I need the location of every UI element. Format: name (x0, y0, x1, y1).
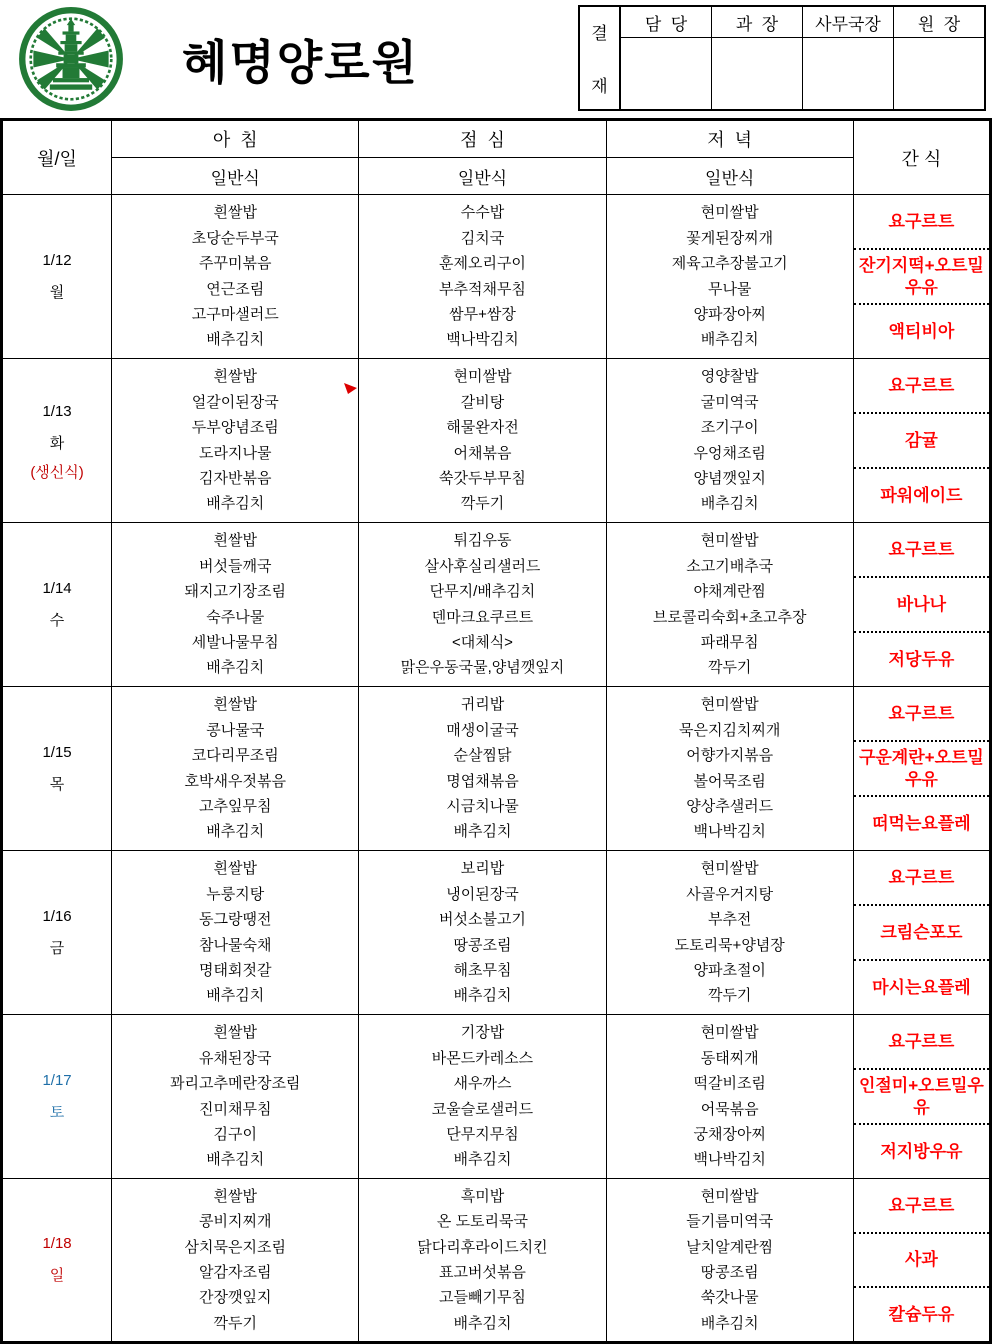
menu-item: <대체식> (451, 633, 513, 651)
menu-item: 귀리밥 (460, 696, 505, 714)
approval-stamp-column (580, 7, 620, 109)
approval-col-label: 과 장 (712, 7, 802, 38)
day-weekday: 수 (49, 611, 65, 629)
snack-cell-inner (854, 359, 989, 522)
breakfast-cell (112, 523, 359, 687)
day-cell (2, 1015, 112, 1179)
menu-item: 김치국 (460, 229, 505, 247)
lunch-cell (359, 851, 606, 1015)
mealtype-lunch: 일반식 (359, 158, 606, 195)
menu-item: 진미채무침 (199, 1100, 272, 1118)
mealtype-dinner: 일반식 (606, 158, 853, 195)
menu-item: 배추김치 (206, 987, 265, 1005)
menu-item: 단무지/배추김치 (429, 583, 536, 601)
menu-item: 맑은우동국물,양념깻잎지 (400, 659, 565, 677)
dinner-cell (606, 687, 853, 851)
lunch-cell (359, 523, 606, 687)
lunch-cell (359, 1179, 606, 1343)
menu-day-row (2, 523, 991, 687)
menu-item: 백나박김치 (693, 1151, 766, 1169)
menu-item: 양파초절이 (693, 961, 766, 979)
menu-item: 흑미밥 (460, 1187, 505, 1205)
menu-item: 돼지고기장조림 (184, 583, 286, 601)
dinner-cell (606, 1179, 853, 1343)
day-date: 1/12 (42, 251, 72, 269)
menu-item: 깍두기 (707, 987, 752, 1005)
approval-signature-area (712, 38, 802, 109)
menu-item: 배추김치 (206, 1151, 265, 1169)
menu-item: 주꾸미볶음 (199, 255, 272, 273)
snack-cell (853, 1015, 990, 1179)
menu-item: 배추김치 (453, 1314, 512, 1332)
menu-item: 양파장아찌 (693, 305, 766, 323)
menu-item: 명엽채볶음 (446, 772, 519, 790)
lunch-cell (359, 195, 606, 359)
menu-item: 얼갈이된장국 (191, 393, 279, 411)
menu-item: 시금치나물 (446, 797, 519, 815)
snack-cell-inner (854, 1179, 989, 1341)
approval-col-label: 사무국장 (803, 7, 893, 38)
snack-item: 잔기지떡+오트밀우유 (854, 248, 989, 303)
menu-item: 깍두기 (460, 495, 505, 513)
menu-item: 고들빼기무침 (438, 1289, 526, 1307)
day-weekday: 월 (49, 283, 65, 301)
day-note: (생신식) (30, 463, 84, 481)
menu-item: 파래무침 (700, 633, 759, 651)
pagoda-seal-icon (18, 6, 124, 112)
header-lunch-col: 점 심 (359, 120, 606, 158)
menu-item: 브로콜리숙회+초고추장 (652, 608, 807, 626)
menu-item: 들기름미역국 (686, 1213, 774, 1231)
menu-item: 고추잎무침 (199, 797, 272, 815)
menu-item: 현미쌀밥 (700, 1187, 759, 1205)
menu-day-row (2, 359, 991, 523)
menu-item: 사골우거지탕 (686, 885, 774, 903)
snack-item: 저당두유 (854, 631, 989, 686)
menu-item: 배추김치 (206, 331, 265, 349)
menu-item: 어묵볶음 (700, 1100, 759, 1118)
menu-item: 세발나물무침 (191, 633, 279, 651)
day-date: 1/17 (42, 1071, 72, 1089)
menu-item: 조기구이 (700, 419, 759, 437)
approval-signature-area (621, 38, 711, 109)
day-cell (2, 195, 112, 359)
snack-item: 칼슘두유 (854, 1286, 989, 1341)
menu-item: 양념깻잎지 (693, 469, 766, 487)
day-weekday: 화 (49, 434, 65, 452)
menu-item: 땅콩조림 (453, 936, 512, 954)
menu-item: 호박새우젓볶음 (184, 772, 286, 790)
menu-item: 배추김치 (206, 823, 265, 841)
menu-item: 쌈무+쌈장 (449, 305, 516, 323)
menu-item: 간장깻잎지 (199, 1289, 272, 1307)
approval-stamp-bottom: 재 (591, 77, 608, 96)
menu-table (0, 118, 992, 1344)
menu-item: 제육고추장불고기 (671, 255, 788, 273)
mealtype-breakfast: 일반식 (112, 158, 359, 195)
approval-col-label: 원 장 (894, 7, 984, 38)
snack-item: 저지방우유 (854, 1123, 989, 1178)
day-date: 1/13 (42, 402, 72, 420)
menu-item: 매생이굴국 (446, 721, 519, 739)
menu-item: 영양찰밥 (700, 368, 759, 386)
menu-item: 김구이 (213, 1125, 257, 1143)
menu-item: 양상추샐러드 (686, 797, 774, 815)
header-row-meals (2, 120, 991, 158)
dinner-cell (606, 851, 853, 1015)
menu-item: 배추김치 (453, 1151, 512, 1169)
approval-signature-area (803, 38, 893, 109)
facility-title: 혜명양로원 (182, 36, 420, 89)
approval-box (578, 5, 986, 111)
day-cell (2, 359, 112, 523)
menu-item: 어향가지볶음 (686, 747, 774, 765)
menu-item: 코다리무조림 (191, 747, 279, 765)
menu-item: 배추김치 (700, 495, 759, 513)
menu-item: 흰쌀밥 (213, 1187, 257, 1205)
menu-item: 해물완자전 (446, 419, 519, 437)
day-cell (2, 851, 112, 1015)
menu-item: 쑥갓두부무침 (438, 469, 526, 487)
dinner-cell (606, 359, 853, 523)
menu-item: 콩나물국 (206, 721, 265, 739)
menu-item: 흰쌀밥 (213, 368, 257, 386)
menu-item: 굴미역국 (700, 393, 759, 411)
menu-item: 동그랑땡전 (199, 911, 272, 929)
header-dinner-col: 저 녁 (606, 120, 853, 158)
menu-item: 두부양념조림 (191, 419, 279, 437)
menu-item: 땅콩조림 (700, 1264, 759, 1281)
menu-day-row (2, 1179, 991, 1343)
snack-item: 요구르트 (888, 1031, 955, 1051)
day-cell (2, 687, 112, 851)
approval-signature-area (894, 38, 984, 109)
menu-item: 배추김치 (206, 659, 265, 677)
breakfast-cell (112, 1015, 359, 1179)
menu-item: 새우까스 (453, 1075, 512, 1093)
snack-item: 액티비아 (854, 303, 989, 358)
header-snack-col: 간 식 (853, 120, 990, 195)
menu-item: 떡갈비조림 (693, 1075, 766, 1093)
menu-item: 깍두기 (707, 659, 752, 677)
menu-item: 흰쌀밥 (213, 204, 257, 222)
menu-item: 어채볶음 (453, 444, 512, 462)
menu-item: 온 도토리묵국 (436, 1213, 529, 1231)
breakfast-cell (112, 195, 359, 359)
breakfast-cell (112, 1179, 359, 1343)
snack-cell (853, 851, 990, 1015)
menu-item: 동태찌개 (700, 1049, 759, 1067)
snack-cell-inner (854, 687, 989, 850)
menu-item: 깍두기 (213, 1314, 257, 1332)
menu-item: 현미쌀밥 (700, 532, 759, 550)
day-cell (2, 1179, 112, 1343)
snack-cell-inner (854, 851, 989, 1014)
menu-item: 현미쌀밥 (700, 860, 759, 878)
menu-item: 쑥갓나물 (700, 1289, 759, 1307)
approval-col-damdang (620, 7, 711, 109)
snack-item: 사과 (854, 1232, 989, 1287)
day-date: 1/15 (42, 743, 72, 761)
menu-item: 기장밥 (460, 1024, 505, 1042)
menu-item: 배추김치 (700, 331, 759, 349)
snack-cell (853, 1179, 990, 1343)
menu-item: 보리밥 (460, 860, 505, 878)
snack-item: 요구르트 (888, 1195, 955, 1215)
snack-item: 요구르트 (888, 703, 955, 723)
menu-table-body (2, 120, 991, 1343)
menu-item: 날치알계란찜 (686, 1238, 774, 1256)
menu-item: 명태회젓갈 (199, 961, 272, 979)
snack-item: 파워에이드 (854, 467, 989, 522)
menu-item: 알감자조림 (199, 1264, 272, 1281)
snack-item: 마시는요플레 (854, 959, 989, 1014)
header-row-mealtype (2, 158, 991, 195)
comment-marker-icon (344, 382, 358, 394)
lunch-cell (359, 359, 606, 523)
menu-item: 무나물 (707, 280, 752, 298)
menu-item: 김자반볶음 (199, 469, 272, 487)
breakfast-cell (112, 687, 359, 851)
day-weekday: 일 (49, 1267, 65, 1284)
menu-item: 훈제오리구이 (438, 255, 526, 273)
snack-item: 요구르트 (888, 867, 955, 887)
menu-item: 우엉채조림 (693, 444, 766, 462)
menu-item: 삼치묵은지조림 (184, 1238, 286, 1256)
menu-item: 단무지무침 (446, 1125, 519, 1143)
day-date: 1/14 (42, 579, 72, 597)
menu-item: 코울슬로샐러드 (431, 1100, 534, 1118)
dinner-cell (606, 523, 853, 687)
snack-item: 바나나 (854, 576, 989, 631)
menu-day-row (2, 851, 991, 1015)
menu-item: 참나물숙채 (199, 936, 272, 954)
menu-item: 콩비지찌개 (199, 1213, 272, 1231)
menu-item: 야채계란찜 (693, 583, 766, 601)
menu-item: 백나박김치 (693, 823, 766, 841)
menu-item: 배추김치 (453, 823, 512, 841)
breakfast-cell (112, 851, 359, 1015)
dinner-cell (606, 1015, 853, 1179)
snack-item: 요구르트 (888, 211, 955, 231)
menu-item: 닭다리후라이드치킨 (417, 1238, 548, 1256)
snack-item: 떠먹는요플레 (854, 795, 989, 850)
menu-item: 연근조림 (206, 280, 265, 298)
menu-item: 궁채장아찌 (693, 1125, 766, 1143)
approval-stamp-top: 결 (591, 24, 608, 43)
day-weekday: 목 (49, 775, 65, 793)
menu-item: 흰쌀밥 (213, 532, 257, 550)
menu-item: 배추김치 (453, 987, 512, 1005)
header-breakfast-col: 아 침 (112, 120, 359, 158)
menu-item: 고구마샐러드 (191, 305, 279, 323)
day-date: 1/18 (42, 1235, 72, 1252)
menu-item: 꽈리고추메란장조림 (170, 1075, 301, 1093)
lunch-cell (359, 687, 606, 851)
menu-item: 도토리묵+양념장 (674, 936, 785, 954)
approval-col-label: 담 당 (621, 7, 711, 38)
approval-col-gwajang (711, 7, 802, 109)
header-day-col: 월/일 (2, 120, 112, 195)
menu-item: 흰쌀밥 (213, 860, 257, 878)
snack-cell-inner (854, 523, 989, 686)
menu-item: 배추김치 (700, 1314, 759, 1332)
menu-item: 갈비탕 (460, 393, 505, 411)
menu-item: 현미쌀밥 (700, 1024, 759, 1042)
day-weekday: 금 (49, 939, 65, 957)
menu-item: 해초무침 (453, 961, 512, 979)
menu-item: 바몬드카레소스 (431, 1049, 534, 1067)
day-cell (2, 523, 112, 687)
snack-cell (853, 359, 990, 523)
menu-item: 덴마크요쿠르트 (431, 608, 534, 626)
menu-item: 도라지나물 (199, 444, 272, 462)
lunch-cell (359, 1015, 606, 1179)
day-date: 1/16 (42, 907, 72, 925)
snack-cell (853, 687, 990, 851)
snack-cell-inner (854, 1015, 989, 1178)
snack-cell (853, 523, 990, 687)
approval-col-wonjang (893, 7, 984, 109)
menu-item: 소고기배추국 (686, 557, 774, 575)
menu-item: 버섯소불고기 (438, 911, 526, 929)
menu-item: 현미쌀밥 (700, 696, 759, 714)
breakfast-cell (112, 359, 359, 523)
menu-item: 현미쌀밥 (453, 368, 512, 386)
menu-day-row (2, 195, 991, 359)
snack-item: 구운계란+오트밀우유 (854, 740, 989, 795)
menu-item: 튀김우동 (453, 532, 512, 550)
sheet-header (0, 0, 992, 118)
menu-item: 버섯들깨국 (199, 557, 272, 575)
menu-day-row (2, 1015, 991, 1179)
menu-item: 순살찜닭 (453, 747, 512, 765)
menu-item: 살사후실리샐러드 (424, 557, 541, 575)
dinner-cell (606, 195, 853, 359)
snack-item: 인절미+오트밀우유 (854, 1068, 989, 1123)
menu-item: 수수밥 (460, 204, 505, 222)
menu-item: 부추전 (707, 911, 752, 929)
snack-cell-inner (854, 195, 989, 358)
menu-item: 꽃게된장찌개 (686, 229, 774, 247)
approval-col-samugukjang (802, 7, 893, 109)
menu-item: 유채된장국 (199, 1049, 272, 1067)
menu-item: 표고버섯볶음 (438, 1264, 526, 1281)
menu-item: 백나박김치 (446, 331, 519, 349)
menu-item: 누룽지탕 (206, 885, 265, 903)
menu-item: 배추김치 (206, 495, 265, 513)
snack-item: 감귤 (854, 412, 989, 467)
menu-item: 부추적채무침 (438, 280, 526, 298)
day-weekday: 토 (49, 1103, 65, 1121)
menu-item: 숙주나물 (206, 608, 265, 626)
snack-item: 요구르트 (888, 375, 955, 395)
snack-item: 요구르트 (888, 539, 955, 559)
snack-item: 크림슨포도 (854, 904, 989, 959)
menu-item: 냉이된장국 (446, 885, 519, 903)
menu-item: 묵은지김치찌개 (678, 721, 781, 739)
menu-day-row (2, 687, 991, 851)
menu-item: 흰쌀밥 (213, 1024, 257, 1042)
menu-item: 볼어묵조림 (693, 772, 766, 790)
menu-item: 초당순두부국 (191, 229, 279, 247)
menu-item: 흰쌀밥 (213, 696, 257, 714)
snack-cell (853, 195, 990, 359)
menu-item: 현미쌀밥 (700, 204, 759, 222)
